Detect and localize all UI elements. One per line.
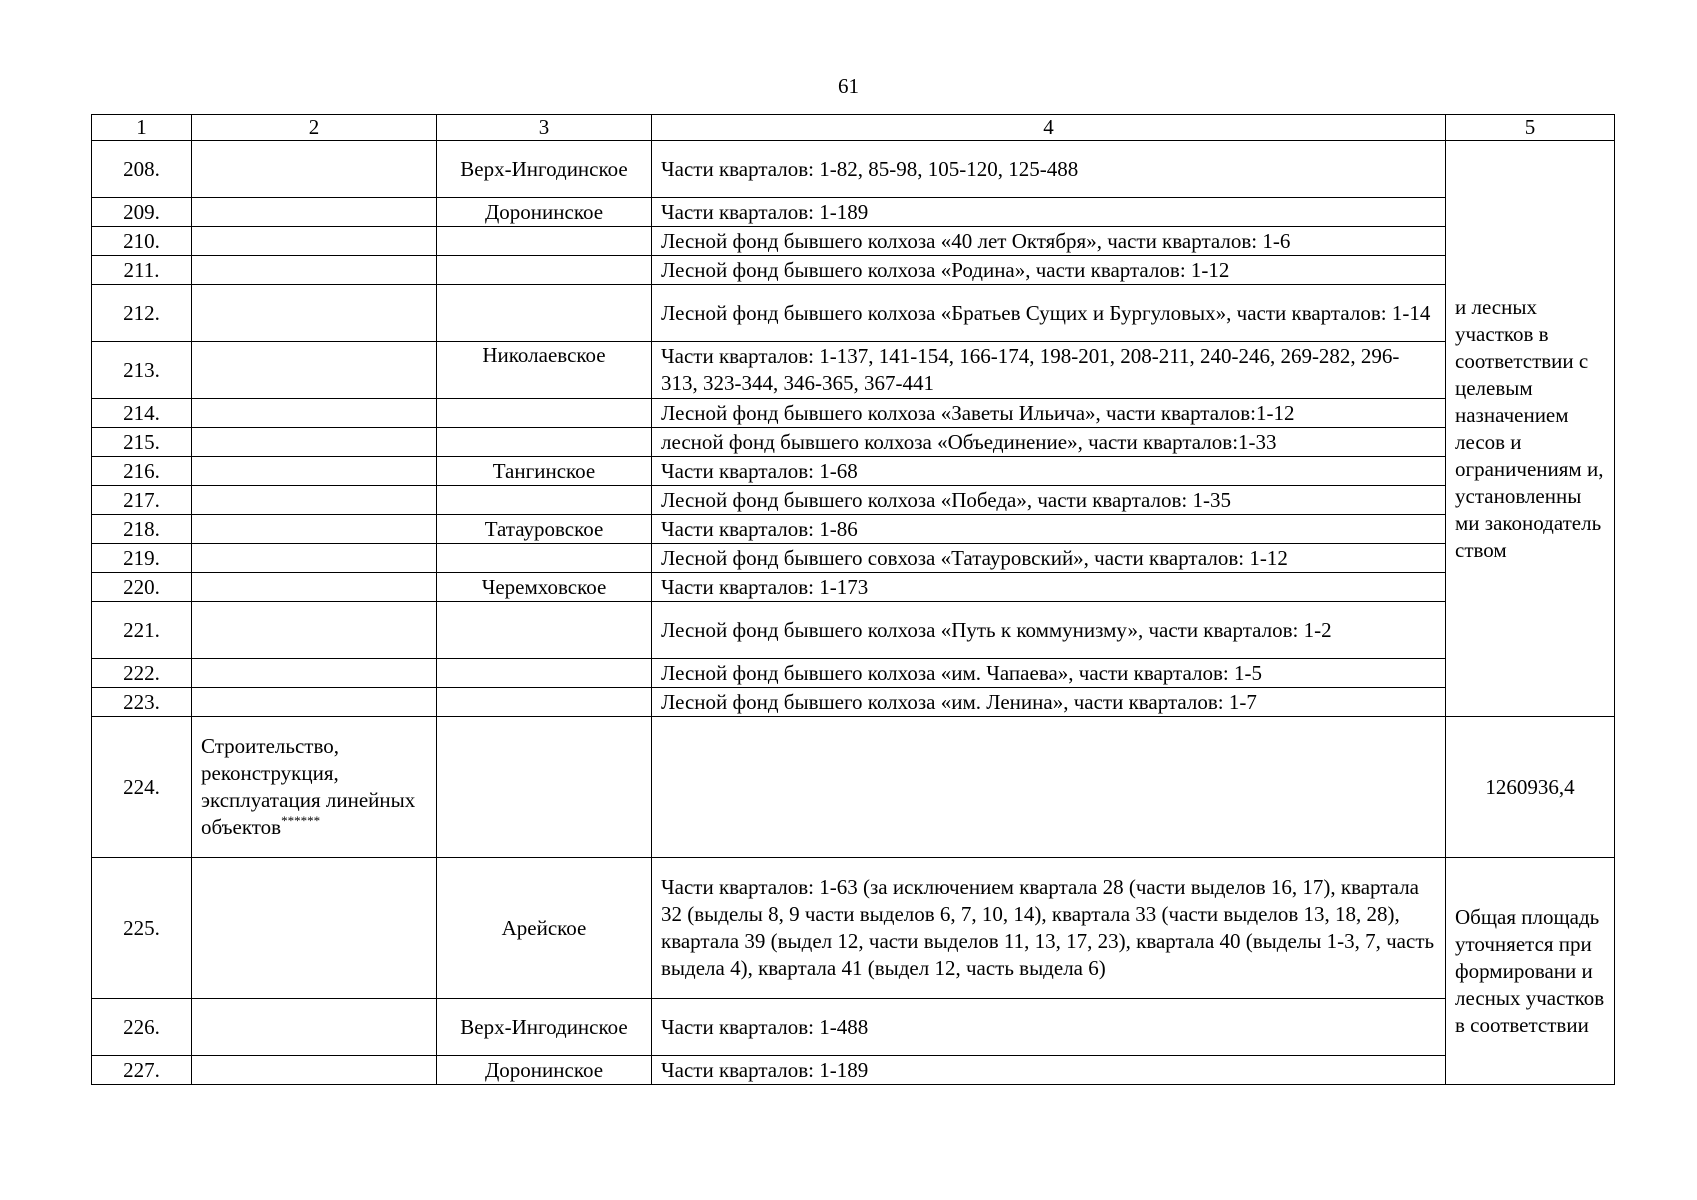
row-number: 225. (92, 858, 192, 999)
table-row (92, 486, 1615, 515)
district-cell (437, 285, 652, 342)
row-number: 224. (92, 717, 192, 858)
description-cell: Части кварталов: 1-189 (652, 1056, 1446, 1085)
district-cell: Николаевское (437, 342, 652, 399)
description-cell: Лесной фонд бывшего колхоза «Путь к коммунизму», части кварталов: 1-2 (652, 602, 1446, 659)
district-cell: Верх-Ингодинское (437, 999, 652, 1056)
district-cell (437, 399, 652, 428)
table-row (92, 999, 1615, 1056)
row-number: 211. (92, 256, 192, 285)
description-cell: Части кварталов: 1-488 (652, 999, 1446, 1056)
table-row (92, 198, 1615, 227)
description-cell: Лесной фонд бывшего колхоза «Братьев Сущих и Бургуловых», части кварталов: 1-14 (652, 285, 1446, 342)
purpose-cell (192, 544, 437, 573)
description-cell: Части кварталов: 1-137, 141-154, 166-174, 198-201, 208-211, 240-246, 269-282, 296-313, 323-344, 346-365, 367-441 (652, 342, 1446, 399)
description-cell: Части кварталов: 1-173 (652, 573, 1446, 602)
purpose-cell (192, 141, 437, 198)
purpose-cell (192, 428, 437, 457)
description-cell: Части кварталов: 1-68 (652, 457, 1446, 486)
row-number: 212. (92, 285, 192, 342)
column-header: 1 (92, 115, 192, 141)
footnote-marker: ****** (281, 813, 321, 828)
table-row (92, 399, 1615, 428)
purpose-cell (192, 717, 437, 858)
district-cell: Доронинское (437, 1056, 652, 1085)
district-cell (437, 544, 652, 573)
description-cell (652, 717, 1446, 858)
purpose-text: Строительство, реконструкция, эксплуатация линейных объектов (201, 734, 416, 839)
purpose-cell (192, 602, 437, 659)
table-header-row (92, 115, 1615, 141)
district-cell: Верх-Ингодинское (437, 141, 652, 198)
purpose-cell (192, 573, 437, 602)
column-header: 3 (437, 115, 652, 141)
district-cell (437, 486, 652, 515)
description-cell: лесной фонд бывшего колхоза «Объединение», части кварталов:1-33 (652, 428, 1446, 457)
table-row (92, 256, 1615, 285)
district-cell: Арейское (437, 858, 652, 999)
description-cell: Лесной фонд бывшего колхоза «Победа», части кварталов: 1-35 (652, 486, 1446, 515)
purpose-cell (192, 515, 437, 544)
district-cell (437, 717, 652, 858)
district-cell (437, 227, 652, 256)
column-header: 5 (1446, 115, 1615, 141)
description-cell: Лесной фонд бывшего колхоза «им. Ленина», части кварталов: 1-7 (652, 688, 1446, 717)
purpose-cell (192, 659, 437, 688)
row-number: 222. (92, 659, 192, 688)
note-cell: и лесных участков в соответствии с целевым назначением лесов и ограничениям и, установленны ми законодатель ством (1446, 141, 1615, 717)
purpose-cell (192, 342, 437, 399)
purpose-cell (192, 486, 437, 515)
purpose-cell (192, 999, 437, 1056)
description-cell: Части кварталов: 1-189 (652, 198, 1446, 227)
table-row (92, 858, 1615, 999)
row-number: 210. (92, 227, 192, 256)
column-header: 4 (652, 115, 1446, 141)
row-number: 223. (92, 688, 192, 717)
table-row (92, 428, 1615, 457)
district-cell: Черемховское (437, 573, 652, 602)
purpose-cell (192, 1056, 437, 1085)
table-row (92, 573, 1615, 602)
row-number: 214. (92, 399, 192, 428)
row-number: 220. (92, 573, 192, 602)
forest-plots-table (91, 114, 1615, 1085)
description-cell: Части кварталов: 1-86 (652, 515, 1446, 544)
description-cell: Лесной фонд бывшего колхоза «им. Чапаева», части кварталов: 1-5 (652, 659, 1446, 688)
description-cell: Лесной фонд бывшего совхоза «Татауровский», части кварталов: 1-12 (652, 544, 1446, 573)
table-row (92, 515, 1615, 544)
purpose-cell (192, 688, 437, 717)
table-row (92, 285, 1615, 342)
district-cell (437, 428, 652, 457)
column-header: 2 (192, 115, 437, 141)
purpose-cell (192, 227, 437, 256)
row-number: 215. (92, 428, 192, 457)
row-number: 219. (92, 544, 192, 573)
district-cell (437, 256, 652, 285)
table-row (92, 659, 1615, 688)
row-number: 226. (92, 999, 192, 1056)
row-number: 218. (92, 515, 192, 544)
row-number: 209. (92, 198, 192, 227)
district-cell (437, 659, 652, 688)
table-row (92, 717, 1615, 858)
district-cell: Доронинское (437, 198, 652, 227)
table-row (92, 688, 1615, 717)
row-number: 217. (92, 486, 192, 515)
page-number: 61 (838, 74, 859, 98)
purpose-cell (192, 198, 437, 227)
row-number: 208. (92, 141, 192, 198)
description-cell: Лесной фонд бывшего колхоза «Заветы Ильича», части кварталов:1-12 (652, 399, 1446, 428)
district-cell (437, 688, 652, 717)
district-cell (437, 602, 652, 659)
table-row (92, 1056, 1615, 1085)
purpose-cell (192, 399, 437, 428)
table-row (92, 602, 1615, 659)
district-cell: Тангинское (437, 457, 652, 486)
description-cell: Лесной фонд бывшего колхоза «Родина», части кварталов: 1-12 (652, 256, 1446, 285)
purpose-cell (192, 285, 437, 342)
purpose-cell (192, 457, 437, 486)
purpose-cell (192, 256, 437, 285)
area-cell: 1260936,4 (1446, 717, 1615, 858)
row-number: 216. (92, 457, 192, 486)
table-row (92, 457, 1615, 486)
description-cell: Части кварталов: 1-82, 85-98, 105-120, 125-488 (652, 141, 1446, 198)
table-row (92, 227, 1615, 256)
table-row (92, 141, 1615, 198)
district-cell: Татауровское (437, 515, 652, 544)
description-cell: Части кварталов: 1-63 (за исключением квартала 28 (части выделов 16, 17), квартала 32 (выделы 8, 9 части выделов 6, 7, 10, 14), квартала 33 (части выделов 13, 18, 28), квартала 39 (выдел 12, части выделов 11, 13, 17, 23), квартала 40 (выделы 1-3, 7, часть выдела 4), квартала 41 (выдел 12, часть выдела 6) (652, 858, 1446, 999)
row-number: 227. (92, 1056, 192, 1085)
note-cell: Общая площадь уточняется при формировани и лесных участков в соответствии (1446, 858, 1615, 1085)
table-row (92, 342, 1615, 399)
description-cell: Лесной фонд бывшего колхоза «40 лет Октября», части кварталов: 1-6 (652, 227, 1446, 256)
purpose-cell (192, 858, 437, 999)
row-number: 213. (92, 342, 192, 399)
row-number: 221. (92, 602, 192, 659)
table-row (92, 544, 1615, 573)
